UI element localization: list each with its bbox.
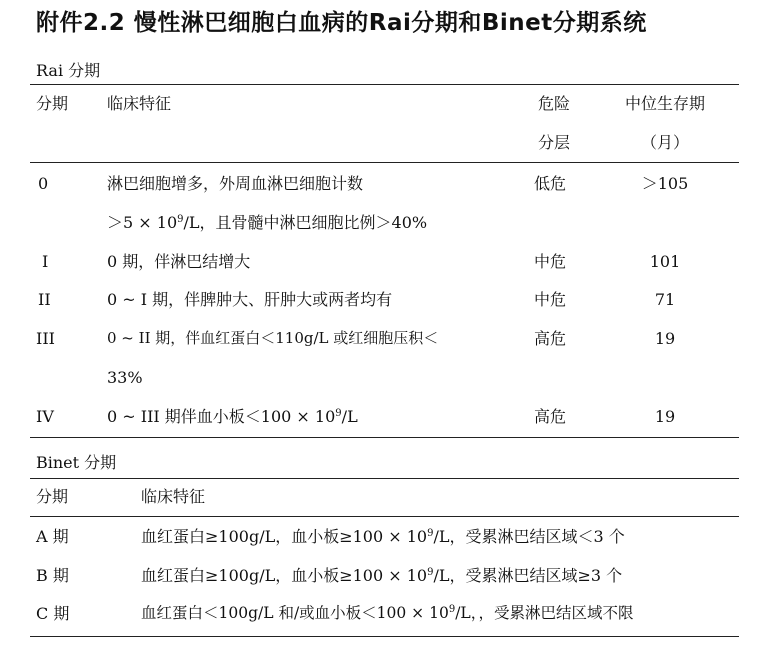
rai-row-features-cont: 33% — [107, 368, 143, 387]
rai-header-survival-line1: 中位生存期 — [624, 94, 705, 113]
rai-row-features: 淋巴细胞增多，外周血淋巴细胞计数 — [107, 174, 364, 193]
rai-header-features: 临床特征 — [107, 94, 172, 113]
rai-row-survival: ＞105 — [641, 174, 689, 193]
rai-row-stage: IV — [36, 407, 54, 426]
rai-header-survival-line2: （月） — [640, 133, 689, 152]
binet-row-stage: A 期 — [36, 527, 69, 546]
rai-row-risk: 中危 — [534, 290, 567, 309]
rai-section-label: Rai 分期 — [36, 61, 101, 80]
document-title: 附件2.2 慢性淋巴细胞白血病的Rai分期和Binet分期系统 — [36, 10, 647, 36]
rai-header-risk-line2: 分层 — [538, 133, 571, 152]
rai-row-stage: I — [42, 252, 49, 271]
rai-row-features-cont: $>5 \times 10^9/L$，且骨髓中淋巴细胞比例＞40% — [107, 213, 428, 232]
rai-top-rule — [30, 84, 739, 85]
rai-row-stage: II — [38, 290, 51, 309]
rai-row-features: 0 ~ II 期，伴血红蛋白＜110g/L 或红细胞压积＜ — [107, 329, 439, 347]
rai-header-stage: 分期 — [36, 94, 69, 113]
rai-row-features: 0 ~ I 期，伴脾肿大、肝肿大或两者均有 — [107, 290, 393, 309]
rai-header-rule — [30, 162, 739, 163]
rai-row-survival: 19 — [654, 407, 676, 426]
binet-top-rule — [30, 478, 739, 479]
rai-row-risk: 低危 — [534, 174, 567, 193]
rai-row-features: 0 ~ III 期伴血小板$<100 \times 10^9/L$ — [107, 407, 358, 426]
rai-row-survival: 71 — [654, 290, 676, 309]
binet-row-features: 血红蛋白＜100g/L 和/或血小板$<100 \times 10^9/L$，，受累淋巴结区域不限 — [141, 604, 634, 622]
rai-bottom-rule — [30, 437, 739, 438]
rai-row-survival: 19 — [654, 329, 676, 348]
rai-row-risk: 高危 — [534, 407, 567, 426]
binet-row-stage: C 期 — [36, 604, 70, 623]
rai-header-risk-line1: 危险 — [538, 94, 571, 113]
binet-header-stage: 分期 — [36, 487, 69, 506]
binet-row-features: 血红蛋白≥100g/L，血小板$\ge 100 \times 10^9/L$，受累淋巴结区域≥3 个 — [141, 566, 623, 585]
rai-row-risk: 中危 — [534, 252, 567, 271]
rai-row-stage: III — [36, 329, 55, 348]
binet-row-features: 血红蛋白≥100g/L，血小板$\ge 100 \times 10^9/L$，受累淋巴结区域＜3 个 — [141, 527, 625, 546]
binet-header-features: 临床特征 — [141, 487, 206, 506]
binet-bottom-rule — [30, 636, 739, 637]
rai-row-survival: 101 — [649, 252, 681, 271]
binet-row-stage: B 期 — [36, 566, 69, 585]
rai-row-features: 0 期，伴淋巴结增大 — [107, 252, 251, 271]
rai-row-risk: 高危 — [534, 329, 567, 348]
binet-header-rule — [30, 516, 739, 517]
binet-section-label: Binet 分期 — [36, 453, 117, 472]
rai-row-stage: 0 — [38, 174, 49, 193]
